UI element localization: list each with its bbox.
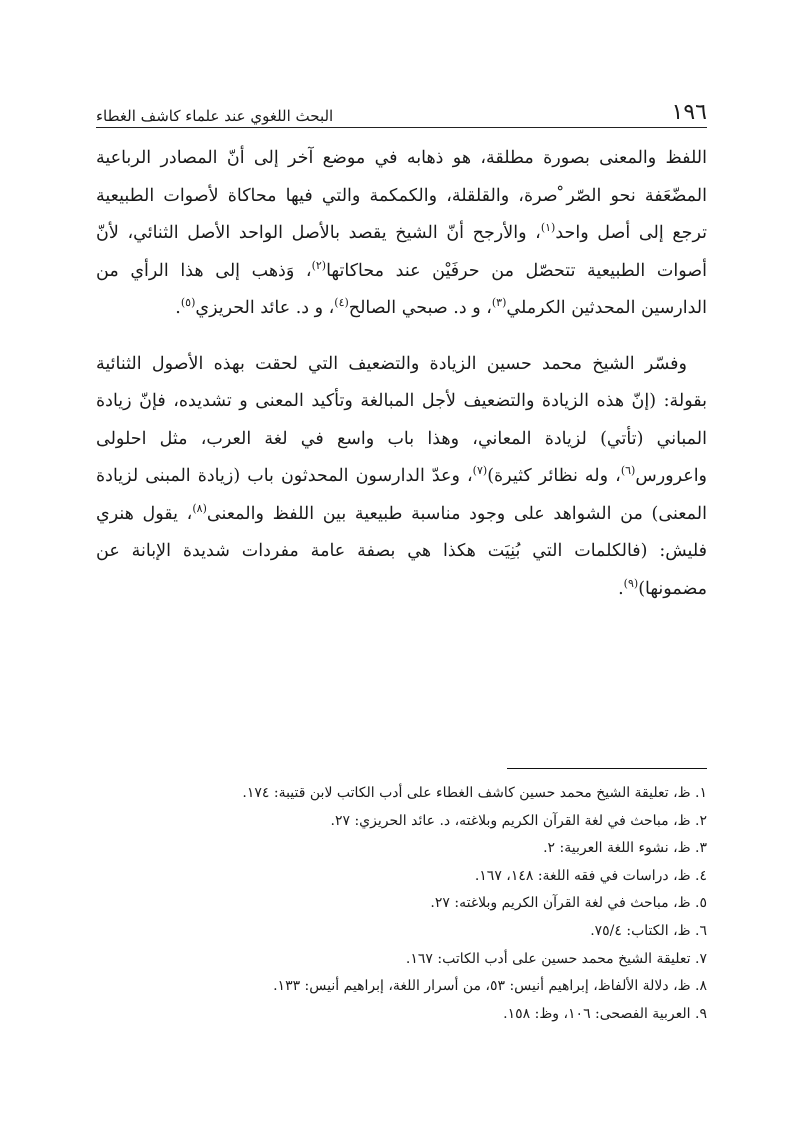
footnote-8: ٨. ظ، دلالة الألفاظ، إبراهيم أنيس: ٥٣، من أسرار اللغة، إبراهيم أنيس: ١٣٣. (273, 978, 707, 995)
text-run: . (618, 578, 624, 599)
footnote-2: ٢. ظ، مباحث في لغة القرآن الكريم وبلاغته، د. عائد الحريزي: ٢٧. (330, 812, 707, 829)
footnote-7: ٧. تعليقة الشيخ محمد حسين على أدب الكاتب: ١٦٧. (405, 950, 707, 967)
page-header (96, 92, 707, 124)
running-title: البحث اللغوي عند علماء كاشف الغطاء (96, 107, 334, 125)
footnote-ref-2: (٢) (311, 258, 327, 272)
text-run: ، و د. صبحي الصالح (348, 298, 492, 318)
footnote-1: ١. ظ، تعليقة الشيخ محمد حسين كاشف الغطاء على أدب الكاتب لابن قتيبة: ١٧٤. (242, 785, 707, 801)
footnote-5: ٥. ظ، مباحث في لغة القرآن الكريم وبلاغته: ٢٧. (430, 895, 707, 912)
paragraph-2 (96, 346, 707, 609)
header-rule (96, 127, 707, 128)
footnotes (96, 780, 707, 1028)
text-run: ، يقول هنري فليش: (فالكلمات التي بُنِيَت هكذا هي بصفة عامة مفردات شديدة الإبانة عن مضمونها) (96, 503, 707, 599)
footnote-3: ٣. ظ، نشوء اللغة العربية: ٢. (543, 840, 707, 857)
footnote-separator (507, 768, 707, 769)
footnote-ref-8: (٨) (192, 501, 207, 515)
footnote-ref-3: (٣) (491, 296, 507, 310)
text-run: ، و د. عائد الحريزي (195, 298, 335, 318)
text-run: ، وعدّ الدارسون المحدثون باب (زيادة المبنى لزيادة المعنى) من الشواهد على وجود مناسبة طبيعية بين اللفظ والمعنى (96, 466, 707, 524)
page-number: ١٩٦ (671, 100, 707, 125)
footnote-4: ٤. ظ، دراسات في فقه اللغة: ١٤٨، ١٦٧. (474, 867, 707, 884)
footnote-ref-7: (٧) (472, 464, 488, 478)
main-text (96, 140, 707, 608)
text-run: ، وله نظائر كثيرة) (487, 466, 621, 486)
paragraph-1 (96, 140, 707, 328)
text-run: اللفظ والمعنى بصورة مطلقة، هو ذهابه في موضع آخر إلى أنّ المصادر الرباعية المضّعَفة نحو الصّر ْصرة، والقلقلة، والكمكمة والتي فيها محاكاة لأصوات الطبيعية ترجع إلى أصل واحد (96, 148, 707, 243)
footnote-ref-6: (٦) (620, 464, 636, 478)
footnote-6: ٦. ظ، الكتاب: ٧٥/٤. (590, 922, 707, 939)
footnote-9: ٩. العربية الفصحى: ١٠٦، وظ: ١٥٨. (503, 1005, 707, 1022)
footnote-ref-4: (٤) (334, 296, 349, 310)
text-run: ، والأرجح أنّ الشيخ يقصد بالأصل الواحد الأصل الثنائي، لأنّ أصوات الطبيعية تتحصّل من حرفَيْن عند محاكاتها (96, 223, 707, 281)
footnote-ref-1: (١) (540, 221, 556, 235)
text-run: وفسّر الشيخ محمد حسين الزيادة والتضعيف التي لحقت بهذه الأصول الثنائية بقولة: (إنّ هذه الزيادة والتضعيف لأجل المبالغة وتأكيد المعنى و تشديده، فإنّ زيادة المباني (تأتي) لزيادة المعاني، وهذا باب واسع في لغة العرب، مثل احلولى واعرورس (96, 353, 708, 486)
text-run: ، وَذهب إلى هذا الرأي من الدارسين المحدثين الكرملي (96, 260, 707, 318)
footnote-ref-5: (٥) (180, 296, 196, 310)
text-run: . (175, 298, 181, 318)
footnote-ref-9: (٩) (623, 576, 639, 590)
